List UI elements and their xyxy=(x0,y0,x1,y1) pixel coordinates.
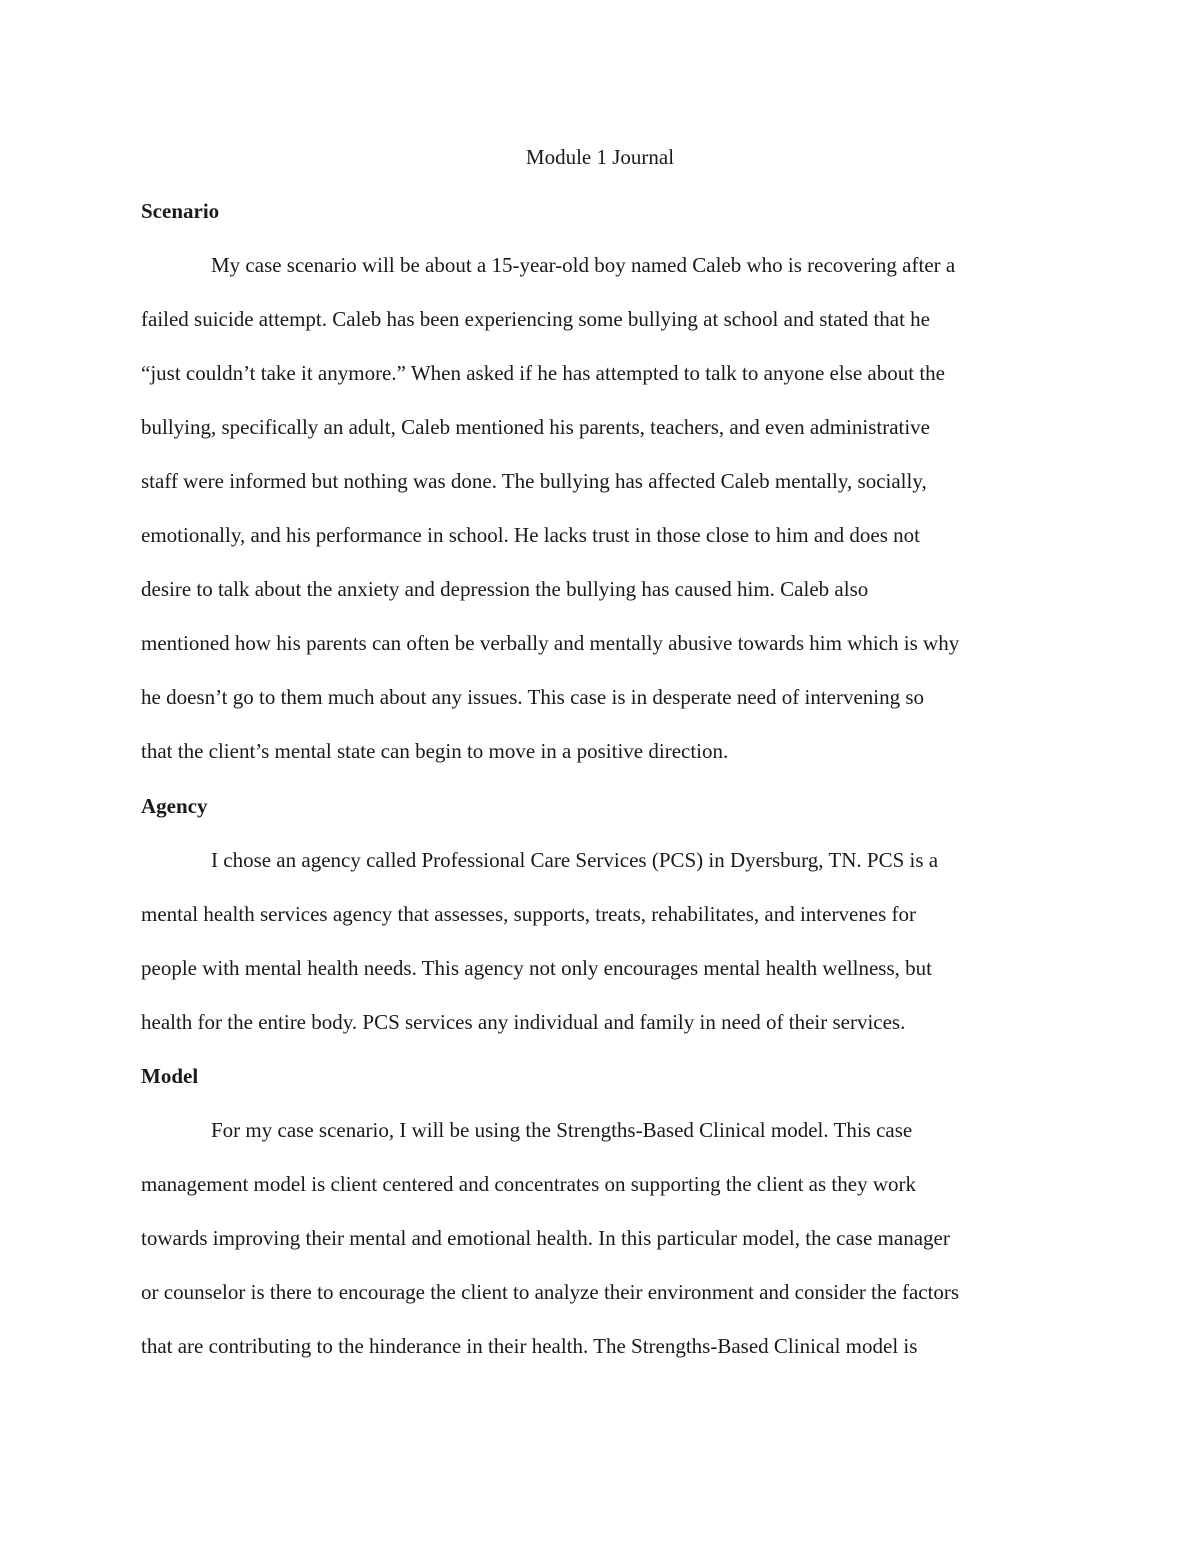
paragraph-line: I chose an agency called Professional Care Services (PCS) in Dyersburg, TN. PCS is a xyxy=(211,848,939,872)
paragraph-line: or counselor is there to encourage the client to analyze their environment and consider the factors xyxy=(141,1280,960,1304)
paragraph-line: desire to talk about the anxiety and depression the bullying has caused him. Caleb also xyxy=(141,577,869,601)
paragraph-line: he doesn’t go to them much about any issues. This case is in desperate need of intervening so xyxy=(141,685,925,709)
paragraph-line: health for the entire body. PCS services any individual and family in need of their services. xyxy=(141,1010,906,1034)
section-heading-model: Model xyxy=(141,1064,199,1088)
paragraph-line: emotionally, and his performance in school. He lacks trust in those close to him and does not xyxy=(141,523,920,547)
document-title: Module 1 Journal xyxy=(525,145,675,169)
paragraph-line: management model is client centered and concentrates on supporting the client as they work xyxy=(141,1172,916,1196)
paragraph-line: “just couldn’t take it anymore.” When asked if he has attempted to talk to anyone else about the xyxy=(141,361,945,385)
paragraph-line: mentioned how his parents can often be verbally and mentally abusive towards him which is why xyxy=(141,631,960,655)
paragraph-line: that the client’s mental state can begin to move in a positive direction. xyxy=(141,739,729,763)
section-heading-scenario: Scenario xyxy=(141,199,220,223)
paragraph-line: My case scenario will be about a 15-year-old boy named Caleb who is recovering after a xyxy=(211,253,956,277)
paragraph-line: bullying, specifically an adult, Caleb mentioned his parents, teachers, and even administrative xyxy=(141,415,931,439)
paragraph-line: failed suicide attempt. Caleb has been experiencing some bullying at school and stated that he xyxy=(141,307,931,331)
paragraph-line: staff were informed but nothing was done. The bullying has affected Caleb mentally, socially, xyxy=(141,469,927,493)
paragraph-line: that are contributing to the hinderance in their health. The Strengths-Based Clinical model is xyxy=(141,1334,918,1358)
paragraph-line: For my case scenario, I will be using the Strengths-Based Clinical model. This case xyxy=(211,1118,913,1142)
paragraph-line: mental health services agency that assesses, supports, treats, rehabilitates, and intervenes for xyxy=(141,902,916,926)
section-heading-agency: Agency xyxy=(141,794,208,818)
paragraph-line: towards improving their mental and emotional health. In this particular model, the case manager xyxy=(141,1226,950,1250)
paragraph-line: people with mental health needs. This agency not only encourages mental health wellness, but xyxy=(141,956,932,980)
